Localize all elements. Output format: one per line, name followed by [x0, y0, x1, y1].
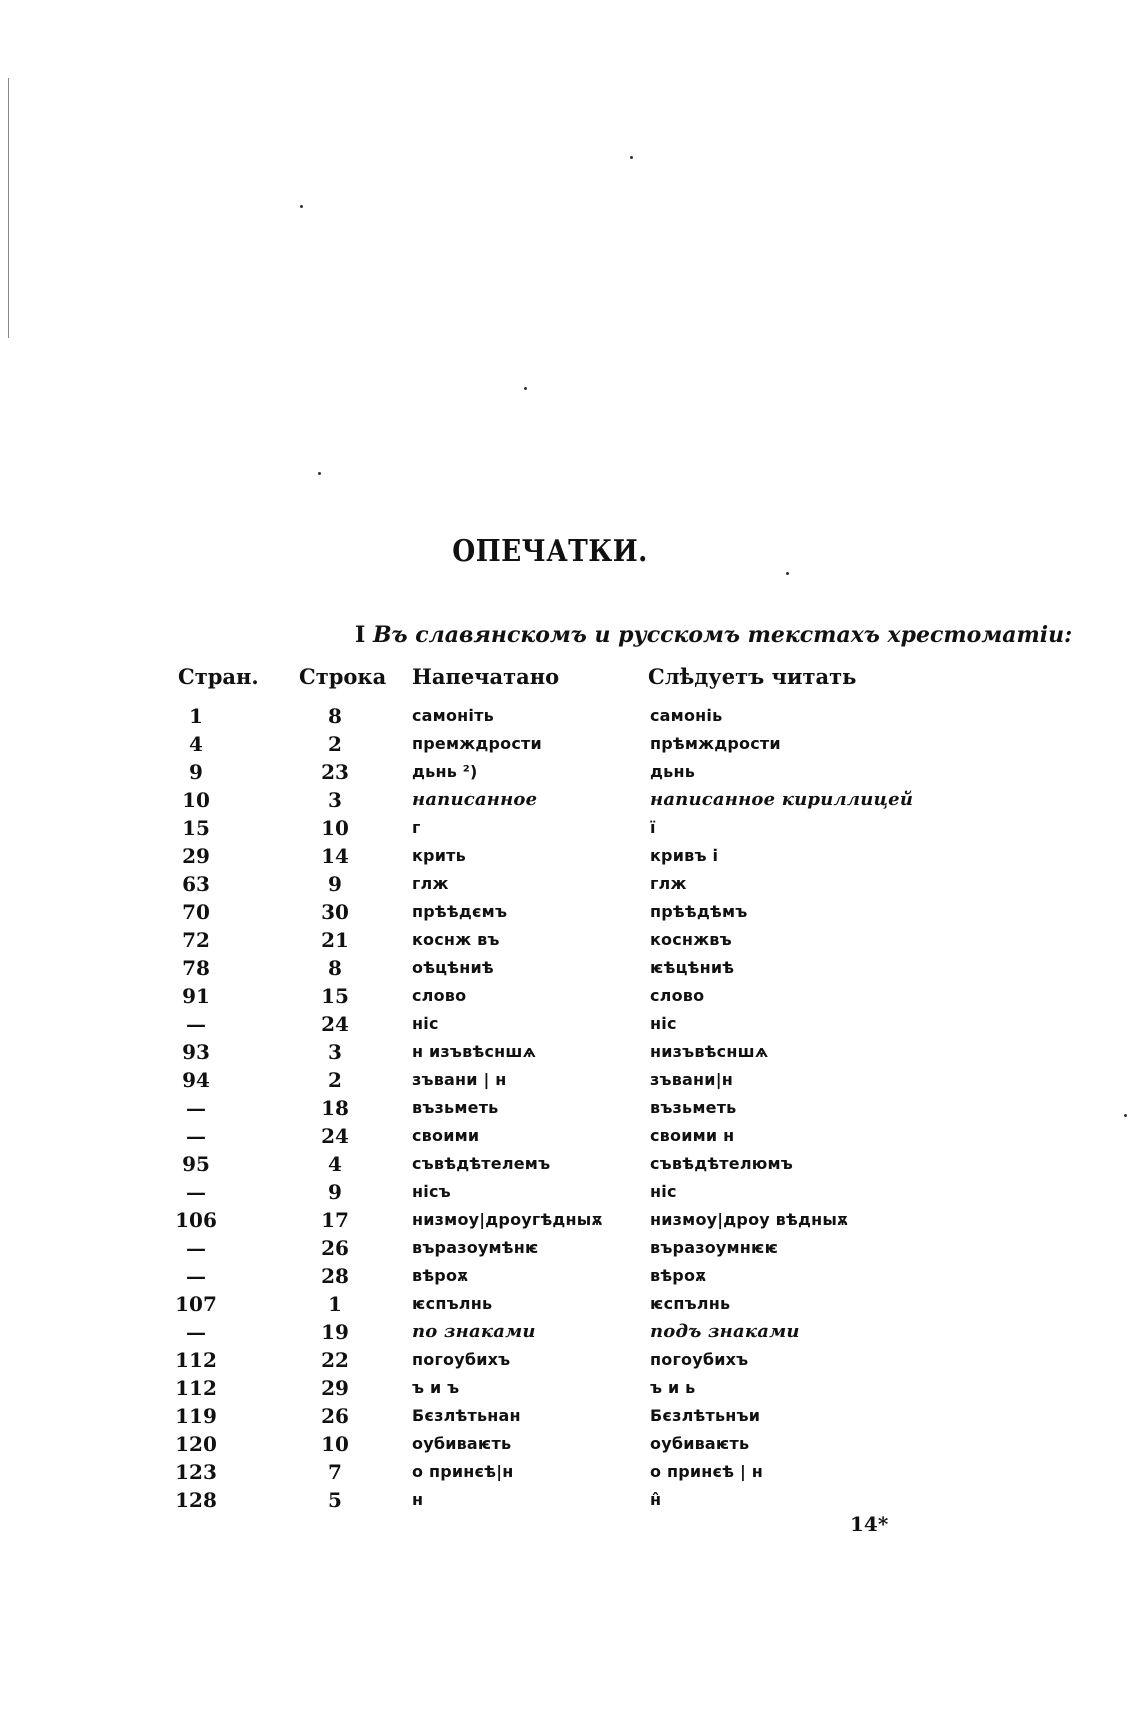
cell-line: 30	[321, 900, 349, 924]
cell-printed: низмоу|дроугѣдныѫ	[412, 1210, 603, 1229]
table-row	[0, 1402, 1140, 1430]
cell-line: 10	[321, 1432, 349, 1456]
cell-line: 2	[328, 732, 342, 756]
header-printed: Напечатано	[412, 664, 560, 689]
cell-page: 128	[175, 1488, 217, 1512]
cell-printed: дьнь ²)	[412, 762, 478, 781]
errata-table	[0, 702, 1140, 1514]
cell-printed: Бєзлѣтьнан	[412, 1406, 521, 1425]
cell-printed: нісъ	[412, 1182, 451, 1201]
cell-line: 28	[321, 1264, 349, 1288]
cell-line: 3	[328, 1040, 342, 1064]
header-line: Строка	[299, 664, 387, 689]
cell-page: 91	[182, 984, 210, 1008]
cell-correct: ѥспълнь	[650, 1294, 731, 1313]
cell-line: 9	[328, 1180, 342, 1204]
cell-correct: прѣмждрости	[650, 734, 781, 753]
cell-printed: оубиваѥть	[412, 1434, 512, 1453]
cell-correct: дьнь	[650, 762, 696, 781]
cell-page: 95	[182, 1152, 210, 1176]
header-correct: Слѣдуетъ читать	[648, 664, 857, 689]
cell-line: 29	[321, 1376, 349, 1400]
cell-line: 8	[328, 704, 342, 728]
cell-page: —	[186, 1320, 206, 1344]
page-number: 14*	[850, 1512, 889, 1536]
cell-page: 4	[189, 732, 203, 756]
cell-page: 106	[175, 1208, 217, 1232]
cell-line: 26	[321, 1236, 349, 1260]
table-row	[0, 814, 1140, 842]
cell-correct: оубиваѥть	[650, 1434, 750, 1453]
cell-line: 10	[321, 816, 349, 840]
cell-printed: г	[412, 818, 421, 837]
cell-correct: низмоу|дроу вѣдныѫ	[650, 1210, 849, 1229]
cell-page: 93	[182, 1040, 210, 1064]
cell-printed: прѣѣдємъ	[412, 902, 508, 921]
cell-page: 72	[182, 928, 210, 952]
cell-printed: самоніть	[412, 706, 494, 725]
cell-line: 5	[328, 1488, 342, 1512]
cell-correct: ѥѣцѣниѣ	[650, 958, 735, 977]
cell-page: —	[186, 1096, 206, 1120]
cell-printed: зъвани | н	[412, 1070, 507, 1089]
cell-line: 2	[328, 1068, 342, 1092]
speck	[524, 387, 527, 390]
section-number: I	[355, 622, 366, 648]
cell-page: —	[186, 1012, 206, 1036]
table-row	[0, 954, 1140, 982]
cell-printed: н	[412, 1490, 424, 1509]
cell-correct: низъвѣсншѧ	[650, 1042, 769, 1061]
cell-correct: погоубихъ	[650, 1350, 749, 1369]
header-page: Стран.	[178, 664, 259, 689]
cell-printed: ніс	[412, 1014, 439, 1033]
cell-printed: о принєѣ|н	[412, 1462, 514, 1481]
cell-correct: ї	[650, 818, 656, 837]
table-row	[0, 1374, 1140, 1402]
cell-page: 120	[175, 1432, 217, 1456]
cell-page: 78	[182, 956, 210, 980]
table-row	[0, 1150, 1140, 1178]
table-row	[0, 1038, 1140, 1066]
cell-correct: самоніь	[650, 706, 723, 725]
cell-page: —	[186, 1124, 206, 1148]
cell-line: 22	[321, 1348, 349, 1372]
cell-line: 8	[328, 956, 342, 980]
table-row	[0, 1206, 1140, 1234]
page-title: ОПЕЧАТКИ.	[452, 534, 648, 569]
cell-page: —	[186, 1236, 206, 1260]
table-row	[0, 1066, 1140, 1094]
cell-line: 26	[321, 1404, 349, 1428]
cell-page: 70	[182, 900, 210, 924]
table-row	[0, 1262, 1140, 1290]
cell-correct: глж	[650, 874, 687, 893]
table-row	[0, 1318, 1140, 1346]
cell-printed: ъ и ъ	[412, 1378, 460, 1397]
table-row	[0, 1346, 1140, 1374]
section-text: Въ славянскомъ и русскомъ текстахъ хрестоматіи:	[372, 622, 1073, 648]
cell-page: 9	[189, 760, 203, 784]
table-row	[0, 1430, 1140, 1458]
cell-correct: подъ знаками	[650, 1321, 800, 1342]
cell-correct: кривъ і	[650, 846, 719, 865]
table-row	[0, 1234, 1140, 1262]
cell-correct: о принєѣ | н	[650, 1462, 764, 1481]
cell-correct: съвѣдѣтелюмъ	[650, 1154, 794, 1173]
cell-line: 17	[321, 1208, 349, 1232]
cell-correct: вѣроѫ	[650, 1266, 707, 1285]
cell-printed: слово	[412, 986, 467, 1005]
cell-correct: коснжвъ	[650, 930, 732, 949]
cell-line: 1	[328, 1292, 342, 1316]
cell-printed: написанное	[412, 789, 538, 810]
table-row	[0, 926, 1140, 954]
cell-page: 119	[175, 1404, 217, 1428]
table-row	[0, 870, 1140, 898]
cell-line: 14	[321, 844, 349, 868]
cell-page: 112	[175, 1348, 217, 1372]
table-row	[0, 842, 1140, 870]
cell-correct: прѣѣдѣмъ	[650, 902, 748, 921]
cell-line: 7	[328, 1460, 342, 1484]
cell-printed: своими	[412, 1126, 480, 1145]
table-row	[0, 982, 1140, 1010]
table-row	[0, 1458, 1140, 1486]
cell-page: 1	[189, 704, 203, 728]
speck	[630, 156, 633, 159]
cell-line: 19	[321, 1320, 349, 1344]
cell-line: 24	[321, 1124, 349, 1148]
table-row	[0, 1094, 1140, 1122]
cell-line: 15	[321, 984, 349, 1008]
cell-line: 21	[321, 928, 349, 952]
cell-correct: ъ и ь	[650, 1378, 696, 1397]
table-row	[0, 1010, 1140, 1038]
cell-correct: възьметь	[650, 1098, 737, 1117]
cell-correct: н̂	[650, 1490, 662, 1509]
speck	[318, 472, 321, 475]
table-row	[0, 1178, 1140, 1206]
cell-page: —	[186, 1180, 206, 1204]
cell-line: 23	[321, 760, 349, 784]
cell-correct: Бєзлѣтьнъи	[650, 1406, 761, 1425]
cell-page: 112	[175, 1376, 217, 1400]
cell-correct: зъвани|н	[650, 1070, 734, 1089]
cell-line: 24	[321, 1012, 349, 1036]
cell-page: 123	[175, 1460, 217, 1484]
cell-page: 29	[182, 844, 210, 868]
cell-printed: глж	[412, 874, 449, 893]
cell-printed: въразоумѣнѥ	[412, 1238, 539, 1257]
table-row	[0, 1122, 1140, 1150]
cell-page: 63	[182, 872, 210, 896]
cell-printed: оѣцѣниѣ	[412, 958, 494, 977]
cell-page: —	[186, 1264, 206, 1288]
table-row	[0, 1290, 1140, 1318]
cell-line: 18	[321, 1096, 349, 1120]
cell-printed: ѥспълнь	[412, 1294, 493, 1313]
cell-correct: ніс	[650, 1014, 677, 1033]
speck	[786, 572, 789, 575]
cell-correct: слово	[650, 986, 705, 1005]
table-row	[0, 786, 1140, 814]
cell-line: 4	[328, 1152, 342, 1176]
cell-page: 107	[175, 1292, 217, 1316]
table-row	[0, 702, 1140, 730]
cell-printed: крить	[412, 846, 466, 865]
cell-page: 94	[182, 1068, 210, 1092]
cell-printed: погоубихъ	[412, 1350, 511, 1369]
cell-line: 3	[328, 788, 342, 812]
cell-printed: премждрости	[412, 734, 542, 753]
table-header	[0, 664, 1140, 694]
cell-printed: коснж въ	[412, 930, 500, 949]
speck	[300, 205, 303, 208]
table-row	[0, 730, 1140, 758]
cell-correct: написанное кириллицей	[650, 789, 914, 810]
cell-printed: н изъвѣсншѧ	[412, 1042, 537, 1061]
cell-printed: по знаками	[412, 1321, 536, 1342]
table-row	[0, 758, 1140, 786]
cell-printed: вѣроѫ	[412, 1266, 469, 1285]
cell-page: 15	[182, 816, 210, 840]
margin-rule	[8, 78, 9, 338]
cell-printed: съвѣдѣтелемъ	[412, 1154, 551, 1173]
cell-page: 10	[182, 788, 210, 812]
cell-line: 9	[328, 872, 342, 896]
cell-correct: ніс	[650, 1182, 677, 1201]
cell-correct: въразоумнѥѥ	[650, 1238, 779, 1257]
cell-printed: възьметь	[412, 1098, 499, 1117]
table-row	[0, 898, 1140, 926]
cell-correct: своими н	[650, 1126, 735, 1145]
table-row	[0, 1486, 1140, 1514]
section-heading	[355, 622, 1072, 648]
